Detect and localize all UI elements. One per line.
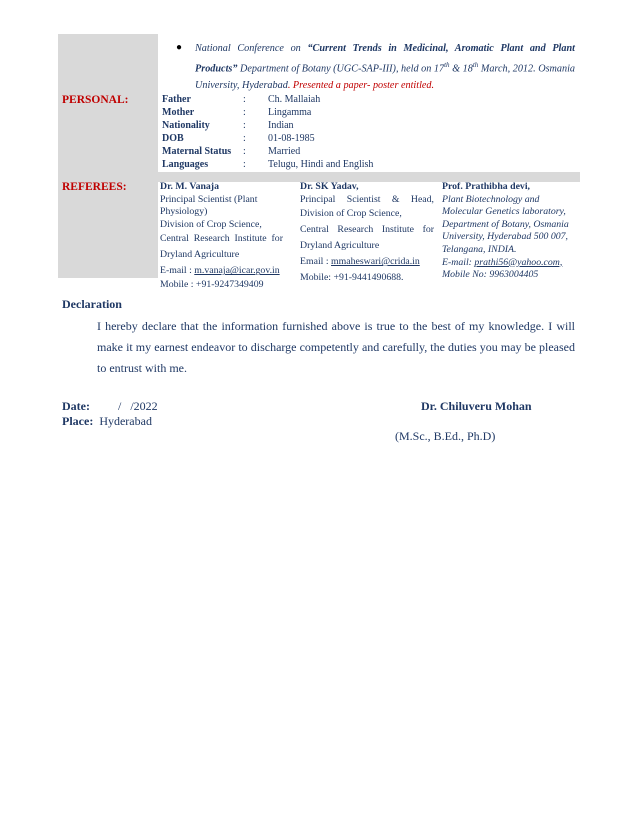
declaration-text: I hereby declare that the information furnished above is true to the best of my knowledge. I will make it my earnest endeavor to discharge competently and carefully, the duties you may be pleased to entrust with me. xyxy=(97,319,575,375)
referee-1-email-line xyxy=(160,263,292,279)
referee-1 xyxy=(160,181,292,292)
referee-2-line-3: Central Research Institute for xyxy=(300,224,434,236)
referee-3-mobile: Mobile No: 9963004405 xyxy=(442,269,539,281)
conference-prefix: National Conference on xyxy=(195,43,308,54)
conference-details-3: March, 2012. Osmania University, Hyderabad xyxy=(195,63,575,92)
referee-3-line-3: Department of Botany, Osmania xyxy=(442,218,569,230)
referee-3-email-line xyxy=(442,257,578,270)
referee-3-email-label: E-mail: xyxy=(442,256,475,268)
superscript-th-2: th xyxy=(472,61,479,69)
nationality-colon: : xyxy=(243,120,246,131)
superscript-th: th xyxy=(444,61,450,69)
referee-2-line-4: Dryland Agriculture xyxy=(300,240,380,252)
referee-2-line-1: Principal Scientist & Head, xyxy=(300,193,434,205)
referee-2 xyxy=(300,181,434,286)
nationality-label: Nationality xyxy=(162,120,210,131)
referee-2-email-label: Email : xyxy=(300,256,332,268)
mother-value: Lingamma xyxy=(268,107,312,118)
referee-1-line-5: Dryland Agriculture xyxy=(160,249,240,261)
referee-3-line-4: University, Hyderabad 500 007, xyxy=(442,231,568,243)
referee-2-name: Dr. SK Yadav, xyxy=(300,181,359,192)
left-shade-column xyxy=(58,34,158,92)
referee-1-email-label: E-mail : xyxy=(160,265,195,277)
father-value: Ch. Mallaiah xyxy=(268,94,321,105)
conference-details: Department of Botany (UGC-SAP-III), held on 17 xyxy=(237,63,445,75)
dob-colon: : xyxy=(243,133,246,144)
mother-label: Mother xyxy=(162,107,195,118)
conference-entry xyxy=(195,40,575,94)
place-line xyxy=(62,414,152,429)
date-label: Date: xyxy=(62,399,90,413)
marital-status-label: Maternal Status xyxy=(162,146,232,157)
dob-value: 01-08-1985 xyxy=(268,133,315,144)
marital-status-colon: : xyxy=(243,146,246,157)
referee-2-email-line xyxy=(300,254,434,270)
marital-status-value: Married xyxy=(268,146,301,157)
referee-3-line-5: Telangana, INDIA. xyxy=(442,243,517,255)
referee-3-email-link[interactable]: prathi56@yahoo.com, xyxy=(474,256,563,268)
conference-title: “Current Trends in Medicinal, Aromatic Plant and Plant Products” xyxy=(195,43,575,75)
date-value: / /2022 xyxy=(117,399,158,413)
referee-2-mobile: Mobile: +91-9441490688. xyxy=(300,272,404,284)
personal-heading: PERSONAL: xyxy=(62,94,129,106)
referees-label-shade xyxy=(58,182,158,278)
referee-3-name: Prof. Prathibha devi, xyxy=(442,181,530,192)
nationality-value: Indian xyxy=(268,120,294,131)
languages-value: Telugu, Hindi and English xyxy=(268,159,374,170)
referee-1-mobile: Mobile : +91-9247349409 xyxy=(160,279,264,291)
referee-1-line-4: Central Research Institute for xyxy=(160,233,283,245)
father-label: Father xyxy=(162,94,191,105)
presented-note: . Presented a paper- poster entitled. xyxy=(287,80,435,92)
referee-2-email-link[interactable]: mmaheswari@crida.in xyxy=(331,256,420,268)
dob-label: DOB xyxy=(162,133,184,144)
signature-name: Dr. Chiluveru Mohan xyxy=(421,399,532,413)
conference-details-2: & 18 xyxy=(449,63,473,75)
referee-1-line-2: Physiology) xyxy=(160,206,208,218)
referee-3-line-1: Plant Biotechnology and xyxy=(442,193,540,205)
referee-2-line-2: Division of Crop Science, xyxy=(300,208,402,220)
referees-heading: REFEREES: xyxy=(62,181,127,193)
referee-3-line-2: Molecular Genetics laboratory, xyxy=(442,206,566,218)
place-label: Place: xyxy=(62,414,94,428)
languages-colon: : xyxy=(243,159,246,170)
declaration-heading: Declaration xyxy=(62,297,122,311)
mother-colon: : xyxy=(243,107,246,118)
date-line xyxy=(62,399,158,414)
place-value: Hyderabad xyxy=(99,414,152,428)
referee-1-line-1: Principal Scientist (Plant xyxy=(160,193,258,205)
languages-label: Languages xyxy=(162,159,209,170)
father-colon: : xyxy=(243,94,246,105)
qualifications: (M.Sc., B.Ed., Ph.D) xyxy=(395,429,496,443)
bullet-icon: ● xyxy=(176,42,183,53)
referee-1-email-link[interactable]: m.vanaja@icar.gov.in xyxy=(194,265,280,277)
referee-3 xyxy=(442,181,578,282)
referee-1-name: Dr. M. Vanaja xyxy=(160,181,219,192)
referee-1-line-3: Division of Crop Science, xyxy=(160,218,262,230)
